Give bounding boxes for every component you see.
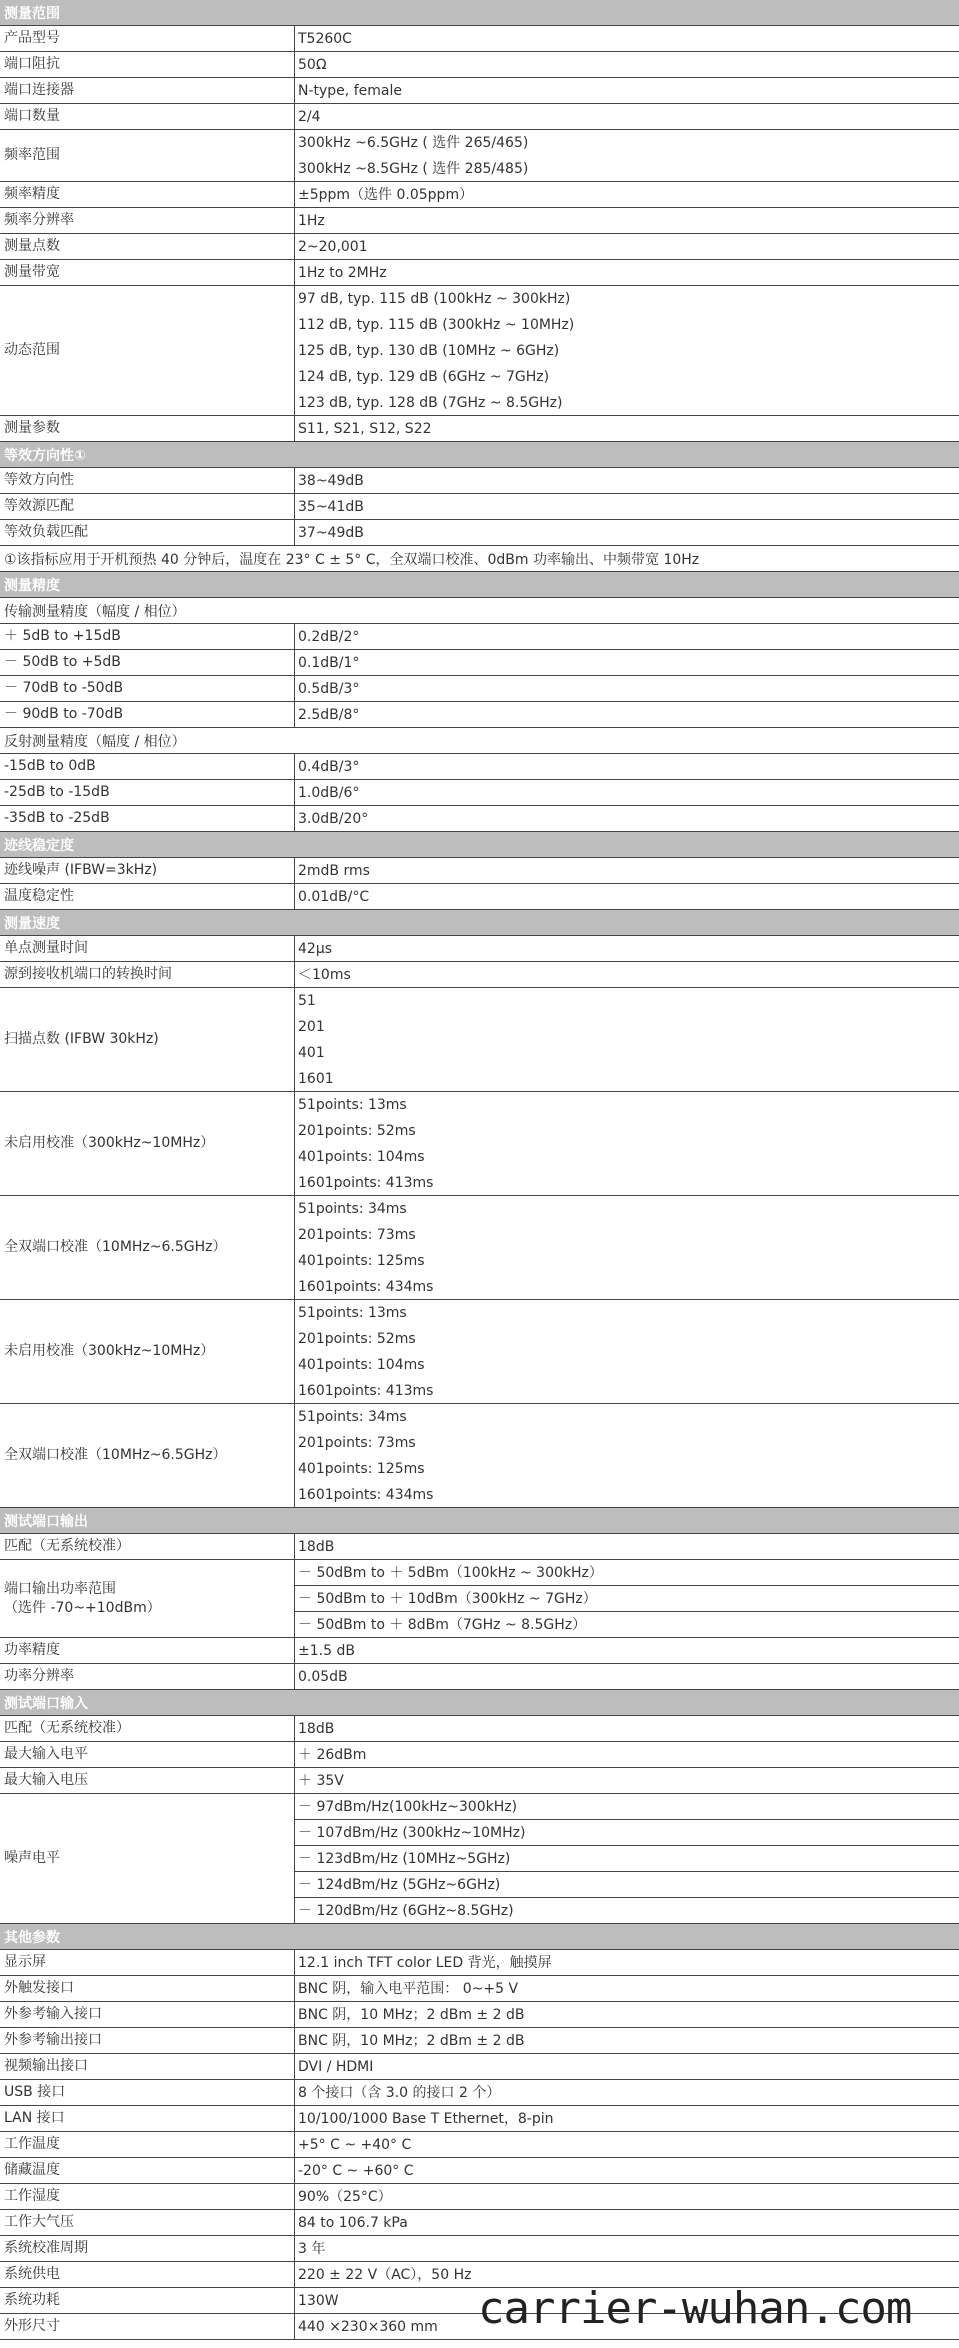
spec-value-line: 18dB	[298, 1721, 335, 1737]
spec-value-line: 12.1 inch TFT color LED 背光，触摸屏	[298, 1955, 552, 1971]
spec-value	[295, 780, 959, 805]
spec-value	[295, 1638, 959, 1663]
spec-value-line: 201points: 52ms	[298, 1331, 416, 1347]
spec-value-line: 401points: 104ms	[298, 1149, 425, 1165]
spec-row	[0, 1560, 959, 1638]
spec-value-line: 90%（25°C）	[298, 2189, 392, 2205]
spec-row	[0, 650, 959, 676]
spec-value-line: ±5ppm（选件 0.05ppm）	[298, 187, 474, 203]
spec-row	[0, 2080, 959, 2106]
spec-value-line: 112 dB, typ. 115 dB (300kHz ~ 10MHz)	[298, 317, 575, 333]
section-header: 测试端口输入	[0, 1690, 959, 1716]
spec-value	[295, 962, 959, 987]
spec-label: 噪声电平	[0, 1794, 295, 1923]
spec-row	[0, 858, 959, 884]
spec-label: 端口连接器	[0, 78, 295, 103]
spec-value	[295, 1742, 959, 1767]
spec-label: 迹线噪声 (IFBW=3kHz)	[0, 858, 295, 883]
spec-label: -25dB to -15dB	[0, 780, 295, 805]
spec-value-line: 1.0dB/6°	[298, 785, 360, 801]
spec-value-line: 51points: 13ms	[298, 1097, 407, 1113]
spec-row	[0, 2236, 959, 2262]
spec-value-line: 51points: 13ms	[298, 1305, 407, 1321]
spec-label: 全双端口校准（10MHz~6.5GHz）	[0, 1196, 295, 1299]
spec-value-line: － 107dBm/Hz (300kHz~10MHz)	[295, 1820, 959, 1846]
spec-label: 未启用校准（300kHz~10MHz）	[0, 1092, 295, 1195]
spec-value	[295, 260, 959, 285]
spec-value	[295, 676, 959, 701]
spec-label: 外触发接口	[0, 1976, 295, 2001]
spec-value-line: 18dB	[298, 1539, 335, 1555]
spec-value-line: 1601points: 434ms	[298, 1487, 434, 1503]
spec-label: 外参考输入接口	[0, 2002, 295, 2027]
spec-value-line: 201points: 73ms	[298, 1227, 416, 1243]
spec-row	[0, 468, 959, 494]
spec-value-line: － 50dBm to ＋ 5dBm（100kHz ~ 300kHz）	[295, 1560, 959, 1586]
spec-value-line: 0.4dB/3°	[298, 759, 360, 775]
spec-row	[0, 1976, 959, 2002]
spec-value	[295, 2080, 959, 2105]
spec-label: － 90dB to -70dB	[0, 702, 295, 727]
spec-label: LAN 接口	[0, 2106, 295, 2131]
spec-value	[295, 520, 959, 545]
spec-value-line: S11, S21, S12, S22	[298, 421, 432, 437]
spec-row	[0, 2132, 959, 2158]
spec-value	[295, 286, 959, 415]
spec-value-line: BNC 阴，输入电平范围： 0~+5 V	[298, 1981, 519, 1997]
spec-value	[295, 806, 959, 831]
spec-label: USB 接口	[0, 2080, 295, 2105]
spec-row	[0, 260, 959, 286]
spec-value	[295, 2184, 959, 2209]
spec-value-line: 300kHz ~8.5GHz ( 选件 285/485)	[298, 161, 529, 177]
spec-value-line: 0.5dB/3°	[298, 681, 360, 697]
spec-value	[295, 2210, 959, 2235]
spec-row	[0, 1638, 959, 1664]
spec-value	[295, 2236, 959, 2261]
spec-label: 频率精度	[0, 182, 295, 207]
spec-label: 外形尺寸	[0, 2314, 295, 2339]
spec-label: 外参考输出接口	[0, 2028, 295, 2053]
spec-value-line: DVI / HDMI	[298, 2059, 374, 2075]
spec-label: 显示屏	[0, 1950, 295, 1975]
spec-label: 匹配（无系统校准）	[0, 1716, 295, 1741]
section-header: 测试端口输出	[0, 1508, 959, 1534]
spec-value	[295, 1976, 959, 2001]
spec-value	[295, 234, 959, 259]
spec-value-line: 3.0dB/20°	[298, 811, 369, 827]
spec-row	[0, 104, 959, 130]
spec-value	[295, 78, 959, 103]
section-header: 测量精度	[0, 572, 959, 598]
spec-value-line: ＜10ms	[298, 967, 351, 983]
spec-row	[0, 884, 959, 910]
spec-label: 源到接收机端口的转换时间	[0, 962, 295, 987]
spec-row	[0, 962, 959, 988]
spec-row	[0, 806, 959, 832]
spec-value-line: 201	[298, 1019, 325, 1035]
spec-value-line: 51	[298, 993, 316, 1009]
spec-label: 系统供电	[0, 2262, 295, 2287]
spec-label: -35dB to -25dB	[0, 806, 295, 831]
spec-value	[295, 26, 959, 51]
spec-label: 等效负载匹配	[0, 520, 295, 545]
spec-label: 工作大气压	[0, 2210, 295, 2235]
spec-row	[0, 1664, 959, 1690]
spec-value	[295, 884, 959, 909]
spec-value	[295, 1092, 959, 1195]
spec-value-line: BNC 阴，10 MHz；2 dBm ± 2 dB	[298, 2033, 525, 2049]
spec-row	[0, 1300, 959, 1404]
spec-value	[295, 988, 959, 1091]
spec-label: 功率精度	[0, 1638, 295, 1663]
spec-value-line: 1Hz	[298, 213, 325, 229]
spec-value	[295, 468, 959, 493]
spec-row	[0, 234, 959, 260]
spec-label: 单点测量时间	[0, 936, 295, 961]
spec-value-line: 2.5dB/8°	[298, 707, 360, 723]
spec-label: 测量参数	[0, 416, 295, 441]
spec-value-line: 123 dB, typ. 128 dB (7GHz ~ 8.5GHz)	[298, 395, 563, 411]
spec-value-line: 1601points: 413ms	[298, 1383, 434, 1399]
spec-value-line: 1601points: 434ms	[298, 1279, 434, 1295]
spec-value-line: 0.05dB	[298, 1669, 348, 1685]
spec-row	[0, 1196, 959, 1300]
spec-label: 扫描点数 (IFBW 30kHz)	[0, 988, 295, 1091]
spec-row	[0, 1794, 959, 1924]
spec-value	[295, 1560, 959, 1637]
spec-value	[295, 754, 959, 779]
spec-value-line: － 123dBm/Hz (10MHz~5GHz)	[295, 1846, 959, 1872]
spec-value-line: 0.1dB/1°	[298, 655, 360, 671]
spec-value	[295, 182, 959, 207]
spec-row	[0, 2210, 959, 2236]
spec-row	[0, 26, 959, 52]
spec-value-line: -20° C ~ +60° C	[298, 2163, 414, 2179]
spec-row	[0, 676, 959, 702]
spec-row	[0, 2028, 959, 2054]
spec-value	[295, 1664, 959, 1689]
spec-value-line: 35~41dB	[298, 499, 364, 515]
spec-row	[0, 2106, 959, 2132]
section-header: 测量速度	[0, 910, 959, 936]
spec-value-line: 1601	[298, 1071, 334, 1087]
spec-label: 端口输出功率范围 （选件 -70~+10dBm）	[0, 1560, 295, 1637]
spec-value	[295, 416, 959, 441]
spec-value	[295, 1794, 959, 1923]
spec-label: 系统校准周期	[0, 2236, 295, 2261]
spec-value	[295, 1534, 959, 1559]
spec-value-line: 2mdB rms	[298, 863, 370, 879]
spec-value	[295, 624, 959, 649]
spec-label: 未启用校准（300kHz~10MHz）	[0, 1300, 295, 1403]
spec-label: 测量点数	[0, 234, 295, 259]
spec-value	[295, 1768, 959, 1793]
spec-label: -15dB to 0dB	[0, 754, 295, 779]
spec-row	[0, 988, 959, 1092]
spec-value-line: 37~49dB	[298, 525, 364, 541]
spec-label: 频率范围	[0, 130, 295, 181]
spec-row	[0, 1742, 959, 1768]
spec-row	[0, 208, 959, 234]
spec-row	[0, 1716, 959, 1742]
spec-value-line: 51points: 34ms	[298, 1201, 407, 1217]
spec-label: ＋ 5dB to +15dB	[0, 624, 295, 649]
spec-label: 等效方向性	[0, 468, 295, 493]
spec-value	[295, 2028, 959, 2053]
spec-value-line: ±1.5 dB	[298, 1643, 355, 1659]
spec-label: 端口数量	[0, 104, 295, 129]
spec-value	[295, 1950, 959, 1975]
subheading-row: 传输测量精度（幅度 / 相位）	[0, 598, 959, 624]
spec-value-line: 8 个接口（含 3.0 的接口 2 个）	[298, 2085, 501, 2101]
spec-value-line: 201points: 73ms	[298, 1435, 416, 1451]
spec-value	[295, 858, 959, 883]
spec-value-line: － 97dBm/Hz(100kHz~300kHz)	[295, 1794, 959, 1820]
spec-value-line: 50Ω	[298, 57, 327, 73]
spec-row	[0, 2184, 959, 2210]
spec-value-line: － 120dBm/Hz (6GHz~8.5GHz)	[298, 1903, 514, 1919]
spec-value	[295, 52, 959, 77]
spec-row	[0, 754, 959, 780]
spec-value	[295, 1716, 959, 1741]
spec-label: 功率分辨率	[0, 1664, 295, 1689]
spec-value-line: 97 dB, typ. 115 dB (100kHz ~ 300kHz)	[298, 291, 571, 307]
spec-value-line: 1601points: 413ms	[298, 1175, 434, 1191]
spec-value-line: +5° C ~ +40° C	[298, 2137, 412, 2153]
section-header: 测量范围	[0, 0, 959, 26]
spec-label: 工作温度	[0, 2132, 295, 2157]
spec-row	[0, 130, 959, 182]
spec-row	[0, 182, 959, 208]
spec-row	[0, 1950, 959, 1976]
spec-value	[295, 208, 959, 233]
spec-label: 端口阻抗	[0, 52, 295, 77]
spec-value-line: ＋ 35V	[298, 1773, 344, 1789]
spec-label: － 50dB to +5dB	[0, 650, 295, 675]
spec-label: 测量带宽	[0, 260, 295, 285]
spec-value-line: － 124dBm/Hz (5GHz~6GHz)	[295, 1872, 959, 1898]
spec-value-line: 130W	[298, 2293, 339, 2309]
spec-row	[0, 520, 959, 546]
spec-value-line: 84 to 106.7 kPa	[298, 2215, 408, 2231]
spec-value-line: 401	[298, 1045, 325, 1061]
spec-value-line: 220 ± 22 V（AC），50 Hz	[298, 2267, 472, 2283]
spec-row	[0, 286, 959, 416]
spec-row	[0, 780, 959, 806]
spec-value-line: 51points: 34ms	[298, 1409, 407, 1425]
spec-row	[0, 624, 959, 650]
spec-value	[295, 2158, 959, 2183]
spec-value	[295, 702, 959, 727]
spec-value	[295, 936, 959, 961]
spec-value-line: T5260C	[298, 31, 352, 47]
spec-value-line: 38~49dB	[298, 473, 364, 489]
spec-value	[295, 104, 959, 129]
spec-label: 等效源匹配	[0, 494, 295, 519]
spec-value-line: 401points: 125ms	[298, 1461, 425, 1477]
spec-row	[0, 2002, 959, 2028]
spec-value-line: 1Hz to 2MHz	[298, 265, 387, 281]
spec-label: 视频输出接口	[0, 2054, 295, 2079]
spec-value	[295, 1300, 959, 1403]
section-header: 其他参数	[0, 1924, 959, 1950]
spec-value	[295, 130, 959, 181]
section-header: 迹线稳定度	[0, 832, 959, 858]
subheading-row: 反射测量精度（幅度 / 相位）	[0, 728, 959, 754]
spec-label: 温度稳定性	[0, 884, 295, 909]
spec-value-line: 300kHz ~6.5GHz ( 选件 265/465)	[298, 135, 529, 151]
spec-value-line: － 50dBm to ＋ 8dBm（7GHz ~ 8.5GHz）	[298, 1617, 587, 1633]
spec-value-line: 0.2dB/2°	[298, 629, 360, 645]
spec-value	[295, 2132, 959, 2157]
spec-value-line: N-type, female	[298, 83, 402, 99]
spec-value-line: － 50dBm to ＋ 10dBm（300kHz ~ 7GHz）	[295, 1586, 959, 1612]
spec-row	[0, 1092, 959, 1196]
spec-value-line: 201points: 52ms	[298, 1123, 416, 1139]
spec-row	[0, 78, 959, 104]
footnote-row: ①该指标应用于开机预热 40 分钟后，温度在 23° C ± 5° C，全双端口校准、0dBm 功率输出、中频带宽 10Hz	[0, 546, 959, 572]
spec-label: 储藏温度	[0, 2158, 295, 2183]
spec-row	[0, 1404, 959, 1508]
spec-row	[0, 2158, 959, 2184]
spec-value-line: 124 dB, typ. 129 dB (6GHz ~ 7GHz)	[298, 369, 550, 385]
spec-value-line: 125 dB, typ. 130 dB (10MHz ~ 6GHz)	[298, 343, 560, 359]
spec-row	[0, 1534, 959, 1560]
spec-row	[0, 416, 959, 442]
section-header: 等效方向性①	[0, 442, 959, 468]
spec-value-line: 401points: 104ms	[298, 1357, 425, 1373]
spec-label: 最大输入电平	[0, 1742, 295, 1767]
spec-label: 最大输入电压	[0, 1768, 295, 1793]
spec-value-line: 401points: 125ms	[298, 1253, 425, 1269]
spec-row	[0, 1768, 959, 1794]
spec-value	[295, 1196, 959, 1299]
spec-value	[295, 1404, 959, 1507]
spec-value-line: ＋ 26dBm	[298, 1747, 367, 1763]
spec-label: － 70dB to -50dB	[0, 676, 295, 701]
spec-value	[295, 494, 959, 519]
spec-label: 工作湿度	[0, 2184, 295, 2209]
spec-row	[0, 494, 959, 520]
spec-value-line: 42μs	[298, 941, 333, 957]
spec-value-line: 2/4	[298, 109, 321, 125]
spec-value-line: 440 ×230×360 mm	[298, 2319, 438, 2335]
spec-value	[295, 2054, 959, 2079]
spec-value-line: 10/100/1000 Base T Ethernet，8-pin	[298, 2111, 554, 2127]
spec-value	[295, 2106, 959, 2131]
spec-label: 动态范围	[0, 286, 295, 415]
spec-row	[0, 52, 959, 78]
spec-label: 产品型号	[0, 26, 295, 51]
watermark-text: carrier-wuhan.com	[478, 2283, 912, 2334]
spec-label: 匹配（无系统校准）	[0, 1534, 295, 1559]
spec-value	[295, 2002, 959, 2027]
spec-value-line: 2~20,001	[298, 239, 368, 255]
spec-value	[295, 650, 959, 675]
spec-row	[0, 2054, 959, 2080]
spec-label: 频率分辨率	[0, 208, 295, 233]
spec-value-line: 3 年	[298, 2241, 326, 2257]
spec-label: 系统功耗	[0, 2288, 295, 2313]
spec-label: 全双端口校准（10MHz~6.5GHz）	[0, 1404, 295, 1507]
spec-row	[0, 702, 959, 728]
spec-value-line: BNC 阴，10 MHz；2 dBm ± 2 dB	[298, 2007, 525, 2023]
spec-row	[0, 936, 959, 962]
spec-value-line: 0.01dB/°C	[298, 889, 370, 905]
